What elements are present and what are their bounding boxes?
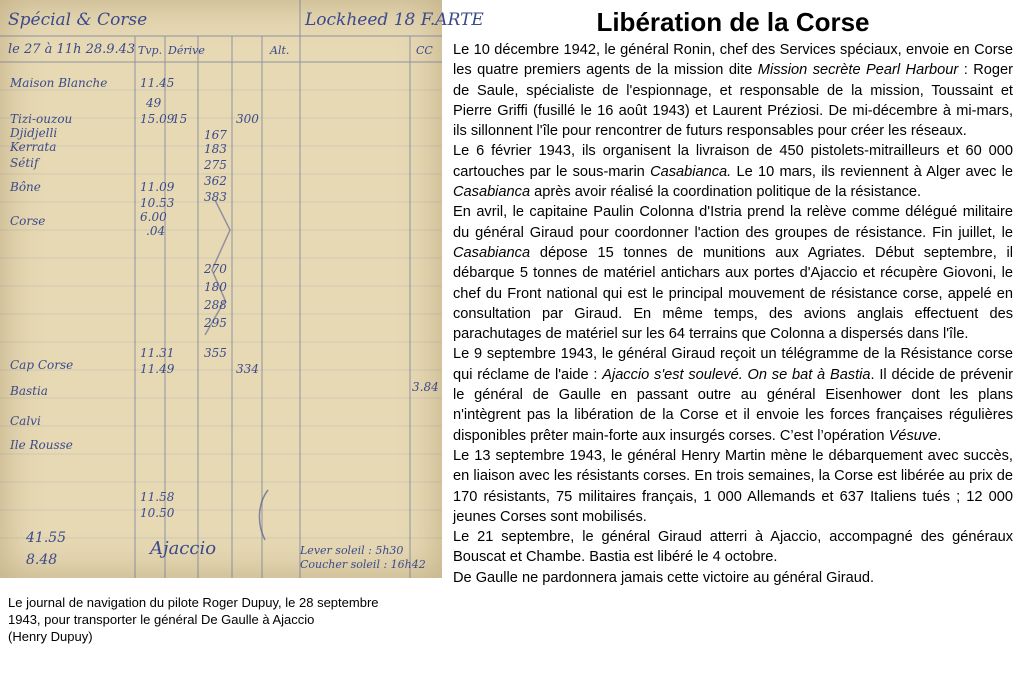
italic-text: Ajaccio s'est soulevé. On se bat à Bastia bbox=[602, 366, 871, 383]
log-entry: Bône bbox=[10, 180, 41, 194]
log-number: 11.31 bbox=[140, 346, 175, 360]
log-entry: Sétif bbox=[10, 156, 39, 170]
log-header-left: Spécial & Corse bbox=[8, 10, 148, 30]
log-number: 3.84 bbox=[412, 380, 439, 394]
italic-text: Mission secrète Pearl Harbour bbox=[757, 62, 959, 79]
text-run: Le 9 septembre 1943, le général Giraud reçoit un télégramme de la Résistance corse qui réclame de l'aide : bbox=[453, 346, 1013, 383]
log-entry: Kerrata bbox=[10, 140, 57, 154]
log-number: 10.53 bbox=[140, 196, 175, 210]
log-number: 288 bbox=[204, 298, 227, 312]
caption-line: (Henry Dupuy) bbox=[8, 629, 93, 644]
log-number: 15.09 bbox=[140, 112, 175, 126]
article-paragraph bbox=[453, 446, 1013, 527]
log-entry: Ajaccio bbox=[150, 538, 217, 559]
italic-text: Casabianca bbox=[453, 184, 531, 201]
log-col-label: Alt. bbox=[270, 44, 290, 57]
navigation-log-photo bbox=[0, 0, 484, 578]
log-number: 180 bbox=[204, 280, 227, 294]
text-run: après avoir réalisé la coordination politique de la résistance. bbox=[530, 184, 922, 201]
log-number: 41.55 bbox=[26, 530, 67, 546]
text-run: Le 6 février 1943, ils organisent la livraison de 450 pistolets-mitrailleurs et 60 000 cartouches par le sous-marin bbox=[453, 143, 1013, 180]
log-number: 334 bbox=[236, 362, 259, 376]
article-title: Libération de la Corse bbox=[596, 7, 870, 37]
log-number: 11.09 bbox=[140, 180, 175, 194]
article-body bbox=[453, 40, 1013, 588]
log-number: 167 bbox=[204, 128, 227, 142]
log-col-label: Dérive bbox=[168, 44, 205, 57]
log-number: 300 bbox=[236, 112, 259, 126]
log-note: Coucher soleil : 16h42 bbox=[300, 558, 426, 571]
log-entry: Corse bbox=[10, 214, 46, 228]
text-run: En avril, le capitaine Paulin Colonna d'Istria prend la relève comme délégué militaire du général Giraud pour coordonner l'action des groupes de résistance. Fin juillet, le bbox=[453, 204, 1013, 241]
caption-line: Le journal de navigation du pilote Roger Dupuy, le 28 septembre bbox=[8, 595, 379, 610]
log-entry: Calvi bbox=[10, 414, 41, 428]
article-paragraph bbox=[453, 40, 1013, 141]
text-run: . Il décide de prévenir le général de Gaulle en passant outre au général Eisenhower dont les plans n'intègrent pas la libération de la Corse et il envoie les forces françaises régulières disponibles prêter main-forte aux insurgés corses. C’est l’opération bbox=[453, 366, 1013, 444]
italic-text: Casabianca bbox=[453, 244, 531, 261]
article-paragraph bbox=[453, 527, 1013, 568]
log-entry: Bastia bbox=[10, 384, 48, 398]
article-paragraph bbox=[453, 344, 1013, 445]
log-number: 295 bbox=[204, 316, 227, 330]
text-run: . bbox=[937, 427, 942, 444]
log-number: 49 bbox=[146, 96, 162, 110]
log-number: 10.50 bbox=[140, 506, 175, 520]
log-date-line: le 27 à 11h 28.9.43 bbox=[8, 42, 136, 57]
log-number: 6.00 bbox=[140, 210, 167, 224]
italic-text: Vésuve bbox=[888, 427, 938, 444]
log-number: 8.48 bbox=[26, 552, 58, 568]
log-number: 11.49 bbox=[140, 362, 175, 376]
log-number: 11.45 bbox=[140, 76, 175, 90]
log-number: 270 bbox=[204, 262, 227, 276]
log-entry: Tizi-ouzou bbox=[10, 112, 73, 126]
article-paragraph bbox=[453, 568, 1013, 588]
italic-text: Casabianca. bbox=[650, 163, 732, 180]
log-header-right: Lockheed 18 F.ARTE bbox=[305, 10, 484, 30]
log-number: 355 bbox=[204, 346, 227, 360]
photo-caption bbox=[8, 594, 438, 645]
text-run: dépose 15 tonnes de munitions aux Agriates. Début septembre, il débarque 5 tonnes de matériel antichars aux portes d'Ajaccio et récupère Giovoni, le chef du Front national qui est le principal mouvement de résistance corse, appelé en consultation par Giraud. En même temps, des avions anglais effectuent des parachutages de matériel sur les 64 terrains que Colonna a dispersés dans l'île. bbox=[453, 244, 1013, 343]
log-entry: Djidjelli bbox=[10, 126, 58, 140]
text-run: : Roger de Saule, spécialiste de l'espionnage, et responsable de la mission, Toussaint et Pierre Griffi (fusillé le 16 août 1943) et Laurent Préziosi. De mi-décembre à mi-mars, ils sillonnent l'île pour rencontrer de futurs responsables pour créer les réseaux. bbox=[453, 62, 1013, 140]
log-col-label: CC bbox=[416, 44, 433, 57]
log-number: 275 bbox=[204, 158, 227, 172]
article-paragraph bbox=[453, 202, 1013, 344]
text-run: De Gaulle ne pardonnera jamais cette victoire au général Giraud. bbox=[453, 569, 875, 586]
log-col-label: Tvp. bbox=[138, 44, 163, 57]
text-run: Le 21 septembre, le général Giraud atterri à Ajaccio, accompagné des généraux Bouscat et Chambe. Bastia est libéré le 4 octobre. bbox=[453, 529, 1013, 566]
log-number: 362 bbox=[204, 174, 227, 188]
log-entry: Cap Corse bbox=[10, 358, 74, 372]
log-note: Lever soleil : 5h30 bbox=[300, 544, 404, 557]
log-entry: Maison Blanche bbox=[10, 76, 108, 90]
log-number: 11.58 bbox=[140, 490, 175, 504]
log-number: 383 bbox=[204, 190, 227, 204]
log-number: 183 bbox=[204, 142, 227, 156]
caption-line: 1943, pour transporter le général De Gaulle à Ajaccio bbox=[8, 612, 315, 627]
text-run: Le 10 décembre 1942, le général Ronin, chef des Services spéciaux, envoie en Corse les quatre premiers agents de la mission dite bbox=[453, 42, 1013, 79]
log-number: .04 bbox=[146, 224, 166, 238]
text-run: Le 13 septembre 1943, le général Henry Martin mène le débarquement avec succès, en liaison avec les résistants corses. En trois semaines, la Corse est libérée au prix de 170 résistants, 75 militaires français, 1 000 Allemands et 637 Italiens tués ; 12 000 jeunes Corses sont mobilisés. bbox=[453, 447, 1013, 525]
article-paragraph bbox=[453, 141, 1013, 202]
article bbox=[453, 6, 1013, 588]
text-run: Le 10 mars, ils reviennent à Alger avec le bbox=[731, 163, 1013, 180]
log-number: 15 bbox=[172, 112, 188, 126]
log-entry: Ile Rousse bbox=[10, 438, 73, 452]
